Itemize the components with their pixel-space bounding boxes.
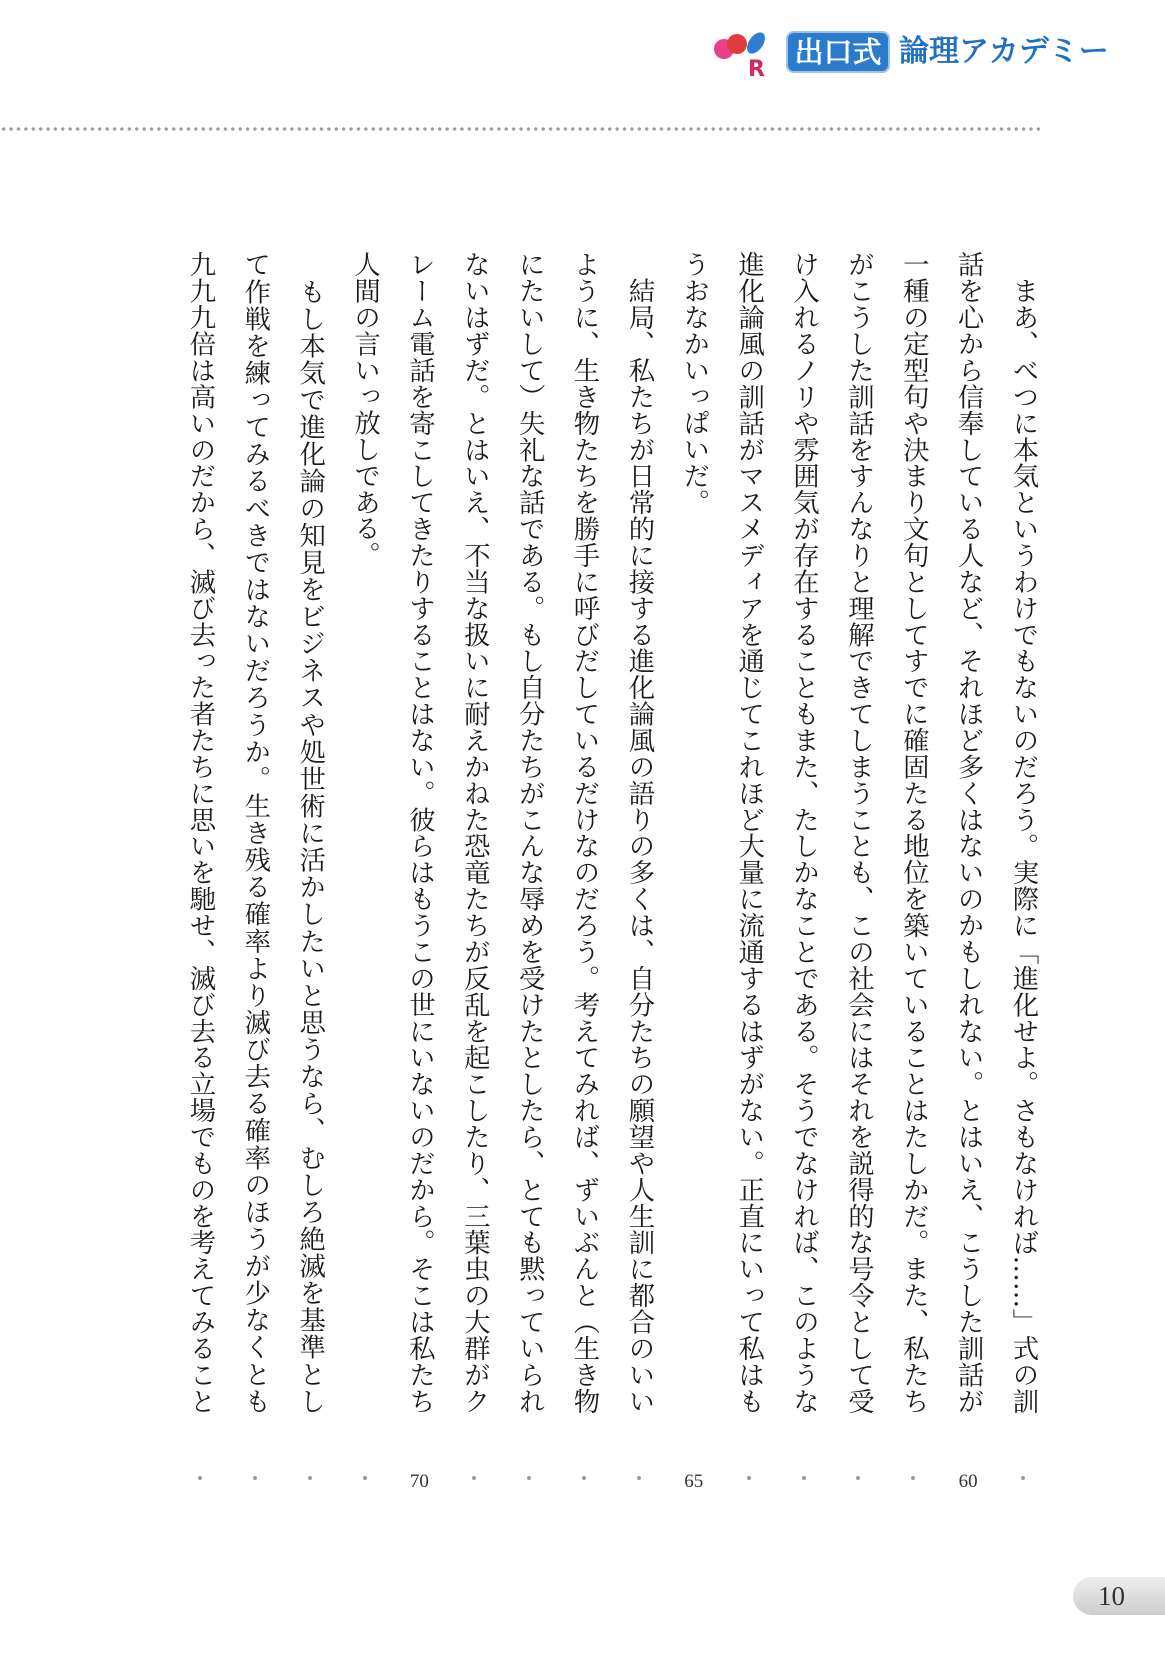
line-number: 70 — [409, 1471, 429, 1492]
text-line: ように、生き物たちを勝手に呼びだしているだけなのだろう。考えてみれば、ずいぶんと（生き物 — [569, 251, 600, 1414]
line-dot — [253, 1476, 257, 1480]
dotted-divider — [0, 127, 1040, 131]
line-dot — [198, 1476, 202, 1480]
text-line: 人間の言いっ放しである。 — [349, 251, 381, 568]
text-line: て作戦を練ってみるべきではないだろうか。生き残る確率より滅び去る確率のほうが少なくとも — [239, 251, 271, 1414]
flower-logo-icon — [710, 28, 784, 84]
line-dot — [472, 1476, 476, 1480]
line-dot — [856, 1476, 860, 1480]
text-line: ないはずだ。とはいえ、不当な扱いに耐えかねた恐竜たちが反乱を起こしたり、三葉虫の大群がク — [459, 251, 491, 1414]
text-line: まあ、べつに本気というわけでもないのだろう。実際に「進化せよ。さもなければ……」式の訓 — [1008, 251, 1039, 1414]
page-number: 10 — [1098, 1581, 1125, 1611]
text-line: 結局、私たちが日常的に接する進化論風の語りの多くは、自分たちの願望や人生訓に都合のいい — [623, 251, 655, 1414]
brand-badge: 出口式 — [786, 31, 890, 73]
text-line: にたいして）失礼な話である。もし自分たちがこんな辱めを受けたとしたら、とても黙っていられ — [514, 251, 546, 1414]
line-dot — [363, 1476, 367, 1480]
text-line: うおなかいっぱいだ。 — [678, 251, 710, 515]
page-number-tab — [1073, 1577, 1165, 1615]
text-line: け入れるノリや雰囲気が存在することもまた、たしかなことである。そうでなければ、このような — [788, 251, 820, 1414]
text-line: 九九九倍は高いのだから、滅び去った者たちに思いを馳せ、滅び去る立場でものを考えてみること — [185, 251, 216, 1414]
line-dot — [802, 1476, 806, 1480]
line-number: 60 — [958, 1471, 978, 1492]
line-dot — [747, 1476, 751, 1480]
line-dot — [308, 1476, 312, 1480]
text-line: 一種の定型句や決まり文句としてすでに確固たる地位を築いていることはたしかだ。また、私たち — [898, 251, 930, 1414]
text-line: レーム電話を寄こしてきたりすることはない。彼らはもうこの世にいないのだから。そこは私たち — [404, 251, 436, 1414]
line-dot — [527, 1476, 531, 1480]
text-line: がこうした訓話をすんなりと理解できてしまうことも、この社会にはそれを説得的な号令として受 — [843, 251, 875, 1414]
line-number: 65 — [684, 1471, 704, 1492]
line-dot — [637, 1476, 641, 1480]
text-line: 話を心から信奉している人など、それほど多くはないのかもしれない。とはいえ、こうした訓話が — [953, 251, 985, 1414]
line-dot — [1021, 1476, 1025, 1480]
text-line: もし本気で進化論の知見をビジネスや処世術に活かしたいと思うなら、むしろ絶滅を基準とし — [294, 251, 326, 1414]
line-dot — [911, 1476, 915, 1480]
brand-title: 論理アカデミー — [899, 34, 1109, 69]
line-dot — [582, 1476, 586, 1480]
logo-mark: R — [748, 57, 765, 82]
text-line: 進化論風の訓話がマスメディアを通じてこれほど大量に流通するはずがない。正直にいって私はも — [733, 251, 765, 1414]
